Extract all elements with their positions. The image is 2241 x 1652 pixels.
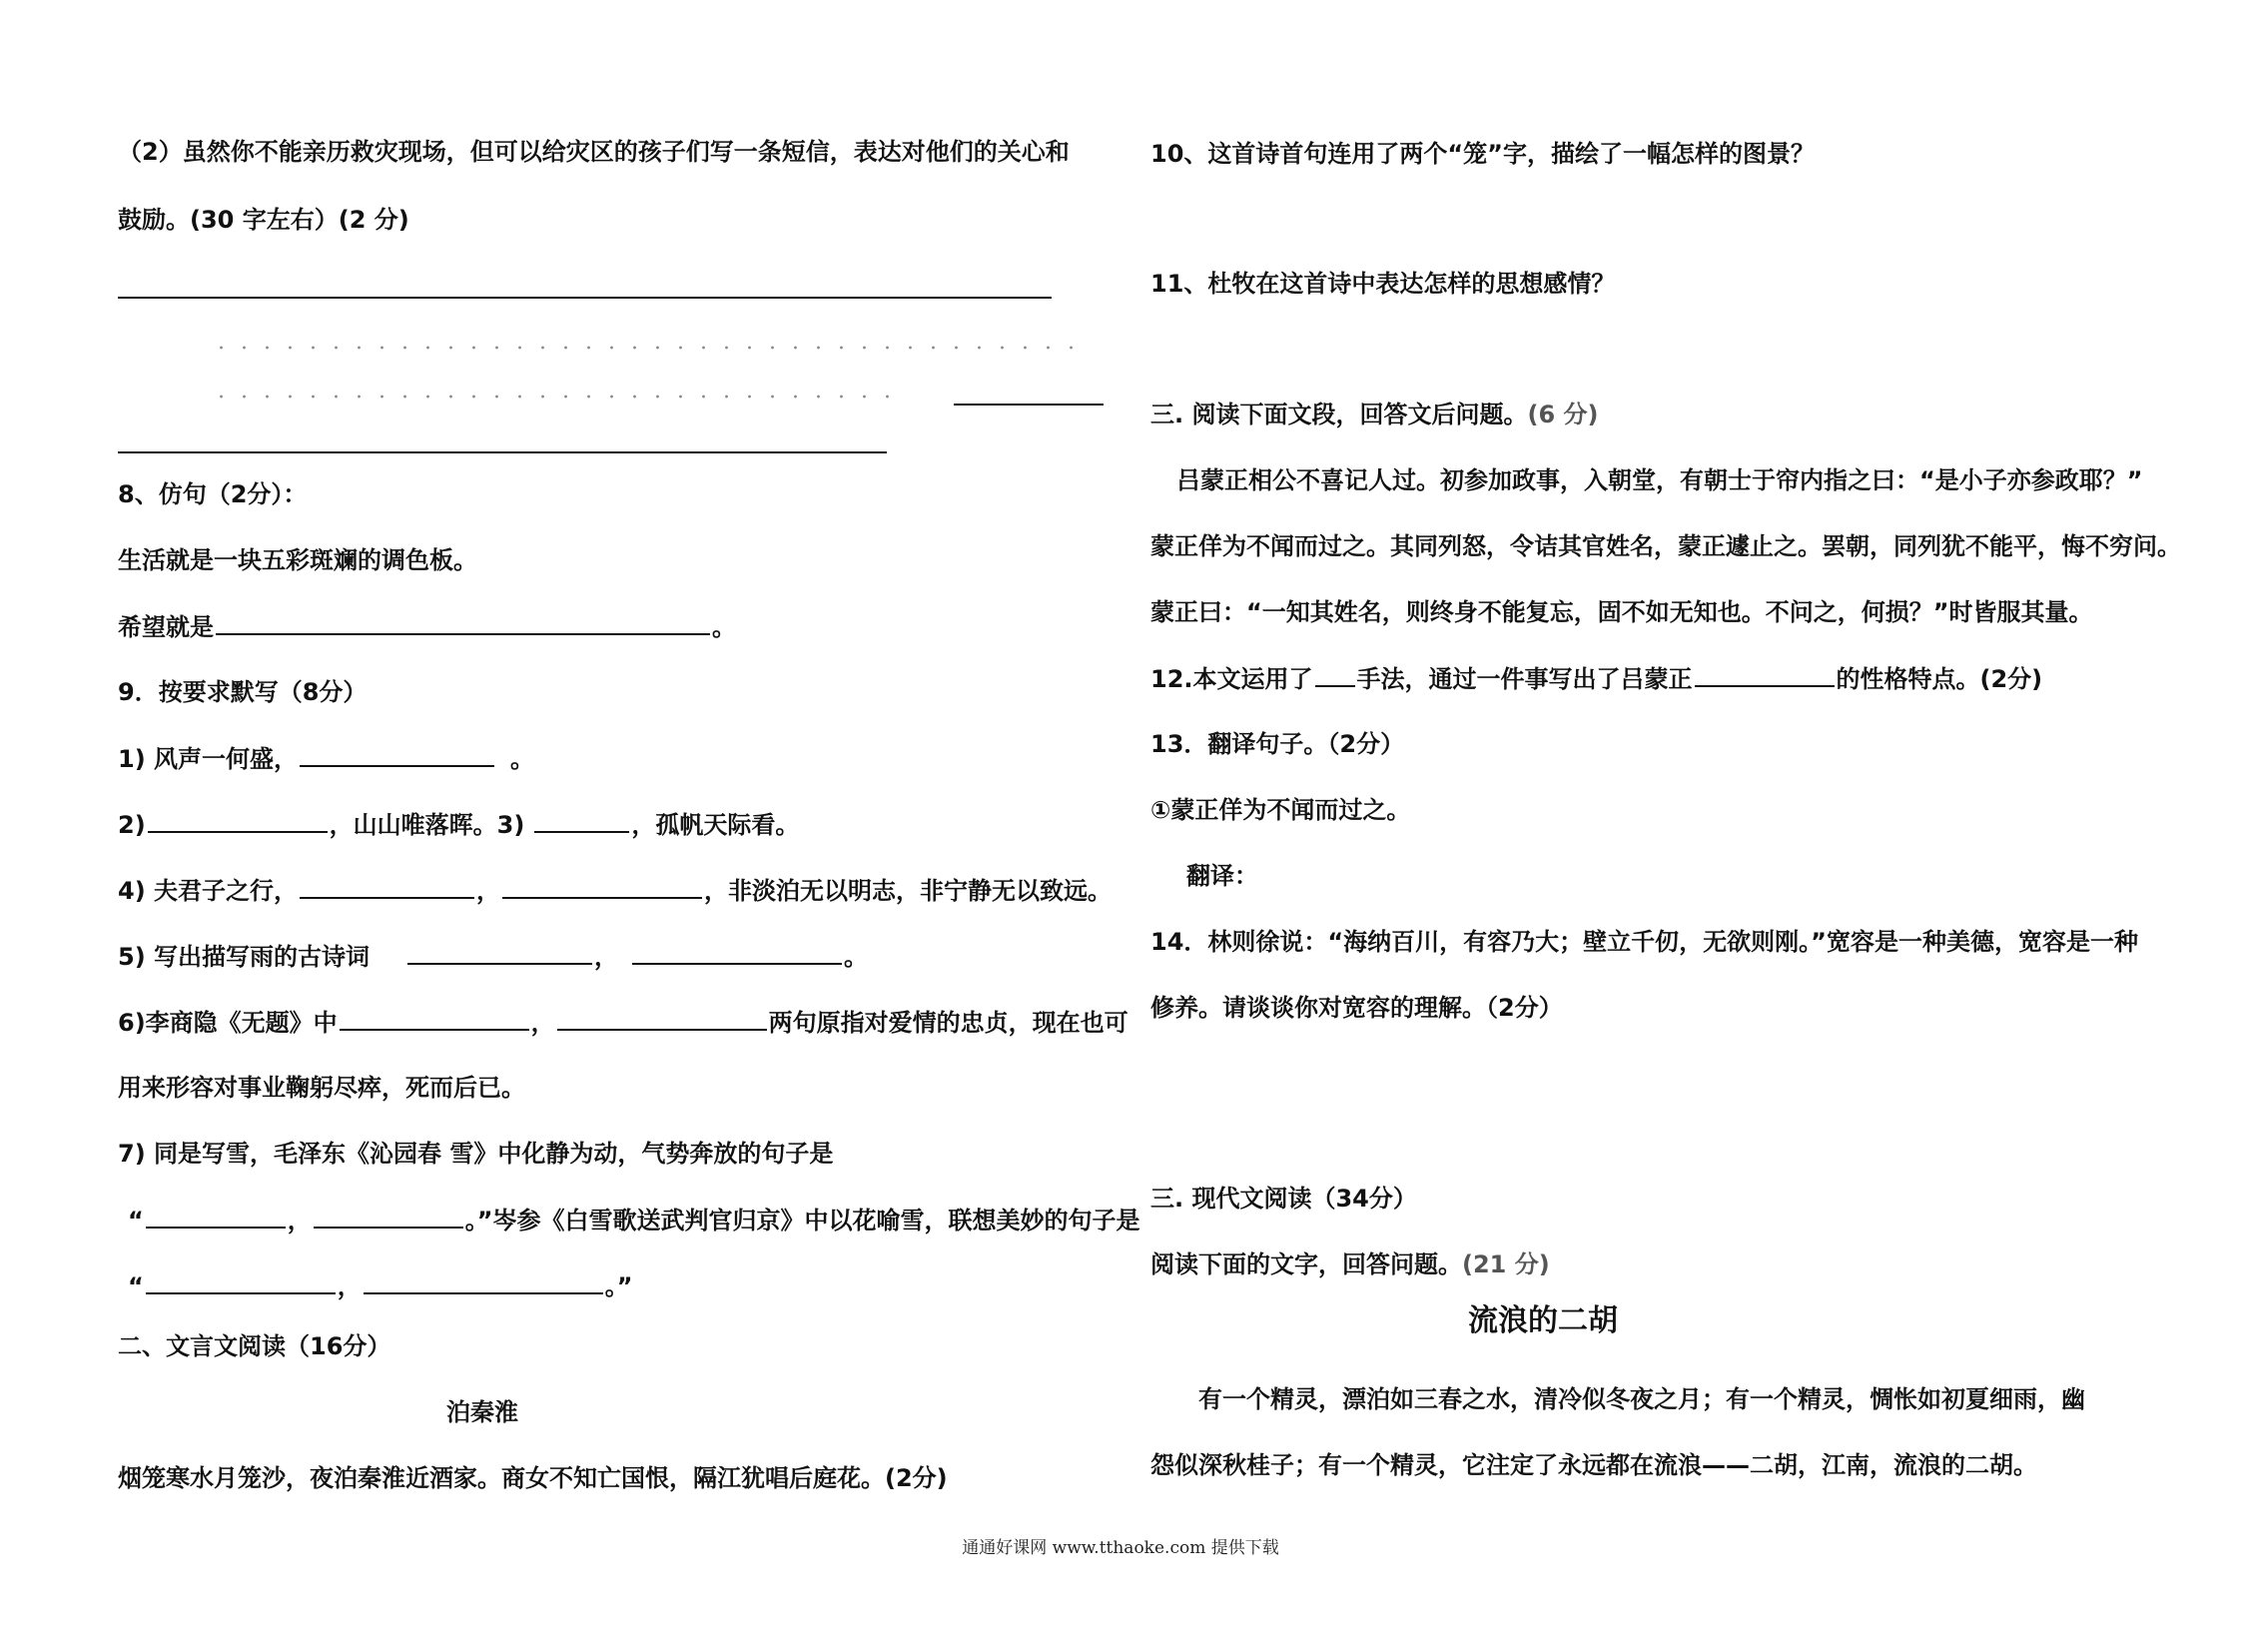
q9-7-blank-a[interactable] <box>146 1203 286 1229</box>
answer-line-2 <box>954 404 1104 406</box>
q9-item6-line2: 用来形容对事业鞠躬尽瘁，死而后已。 <box>118 1074 525 1102</box>
q7-part2-line2: 鼓励。(30 字左右）(2 分) <box>118 206 409 234</box>
q9-heading: 9．按要求默写（8分） <box>118 678 368 706</box>
reading-score: (21 分) <box>1462 1250 1550 1278</box>
q9-item5: 5) 写出描写雨的古诗词 ， 。 <box>118 939 868 974</box>
q9-item2-3: 2) ，山山唯落晖。3) ，孤帆天际看。 <box>118 807 799 842</box>
q8-blank[interactable] <box>216 609 710 635</box>
q12-blank-b[interactable] <box>1695 661 1835 687</box>
q7-part2-line1: （2）虽然你不能亲历救灾现场，但可以给灾区的孩子们写一条短信，表达对他们的关心和 <box>118 138 1070 166</box>
dotted-line-2 <box>210 395 889 399</box>
passage-line2: 蒙正佯为不闻而过之。其同列怒，令诘其官姓名，蒙正遽止之。罢朝，同列犹不能平，悔不穷问。 <box>1150 532 2181 560</box>
q9-item7-line2: “ ， 。”岑参《白雪歌送武判官归京》中以花喻雪，联想美妙的句子是 <box>128 1203 1140 1238</box>
q9-item1: 1) 风声一何盛， 。 <box>118 741 534 776</box>
passage-line1: 吕蒙正相公不喜记人过。初参加政事，入朝堂，有朝士于帘内指之曰：“是小子亦参政耶？” <box>1176 466 2143 494</box>
q9-3-blank[interactable] <box>534 807 629 833</box>
q9-2-blank[interactable] <box>148 807 328 833</box>
section3-score: (6 分) <box>1527 401 1599 428</box>
q14-line2: 修养。请谈谈你对宽容的理解。（2分） <box>1150 994 1563 1022</box>
q9-7-blank-c[interactable] <box>146 1268 336 1294</box>
q9-7-blank-b[interactable] <box>314 1203 463 1229</box>
q8-prompt: 希望就是 <box>118 613 214 641</box>
section3b-heading: 三. 现代文阅读（34分） <box>1150 1185 1417 1213</box>
poem-text: 烟笼寒水月笼沙，夜泊秦淮近酒家。商女不知亡国恨，隔江犹唱后庭花。(2分) <box>118 1464 948 1492</box>
essay-line2: 怨似深秋桂子；有一个精灵，它注定了永远都在流浪——二胡，江南，流浪的二胡。 <box>1150 1451 2037 1479</box>
q13-translate-label: 翻译： <box>1186 862 1258 890</box>
q9-4-blank-b[interactable] <box>502 873 702 899</box>
q8-prompt-line: 希望就是 。 <box>118 609 736 644</box>
section3-heading: 三. 阅读下面文段，回答文后问题。(6 分) <box>1150 401 1599 428</box>
page-footer: 通通好课网 www.tthaoke.com 提供下载 <box>962 1538 1279 1558</box>
q9-item4: 4) 夫君子之行， ， ，非淡泊无以明志，非宁静无以致远。 <box>118 873 1112 908</box>
q9-4-blank-a[interactable] <box>300 873 474 899</box>
poem-title: 泊秦淮 <box>446 1398 518 1426</box>
q10: 10、这首诗首句连用了两个“笼”字，描绘了一幅怎样的图景？ <box>1150 140 1815 168</box>
q9-item7-line1: 7) 同是写雪，毛泽东《沁园春 雪》中化静为动，气势奔放的句子是 <box>118 1140 834 1168</box>
section2-heading: 二、文言文阅读（16分） <box>118 1332 391 1360</box>
q9-item6: 6)李商隐《无题》中 ， 两句原指对爱情的忠贞，现在也可 <box>118 1005 1128 1040</box>
reading-instruction: 阅读下面的文字，回答问题。(21 分) <box>1150 1250 1550 1278</box>
q9-7-blank-d[interactable] <box>364 1268 603 1294</box>
q13-sentence: ①蒙正佯为不闻而过之。 <box>1150 796 1411 824</box>
q9-6-blank-b[interactable] <box>557 1005 767 1031</box>
q12: 12.本文运用了 手法，通过一件事写出了吕蒙正 的性格特点。(2分) <box>1150 661 2042 696</box>
q9-6-blank-a[interactable] <box>340 1005 529 1031</box>
essay-title: 流浪的二胡 <box>1468 1303 1618 1338</box>
q13: 13．翻译句子。（2分） <box>1150 730 1405 758</box>
q11: 11、杜牧在这首诗中表达怎样的思想感情？ <box>1150 270 1616 298</box>
answer-line-1 <box>118 297 1052 299</box>
dotted-line-1 <box>210 346 1089 350</box>
answer-line-3 <box>118 451 887 453</box>
q9-5-blank-b[interactable] <box>632 939 842 965</box>
passage-line3: 蒙正曰：“一知其姓名，则终身不能复忘，固不如无知也。不问之，何损？”时皆服其量。 <box>1150 598 2093 626</box>
q14-line1: 14．林则徐说：“海纳百川，有容乃大；壁立千仞，无欲则刚。”宽容是一种美德，宽容是一种 <box>1150 928 2138 956</box>
essay-line1: 有一个精灵，漂泊如三春之水，清冷似冬夜之月；有一个精灵，惆怅如初夏细雨，幽 <box>1198 1385 2085 1413</box>
q8-example: 生活就是一块五彩斑斓的调色板。 <box>118 546 477 574</box>
q9-1-blank[interactable] <box>300 741 494 767</box>
q8-heading: 8、仿句（2分）： <box>118 480 308 508</box>
q12-blank-a[interactable] <box>1315 661 1355 687</box>
q9-5-blank-a[interactable] <box>407 939 592 965</box>
q9-item7-line3: “ ， 。” <box>128 1268 633 1303</box>
